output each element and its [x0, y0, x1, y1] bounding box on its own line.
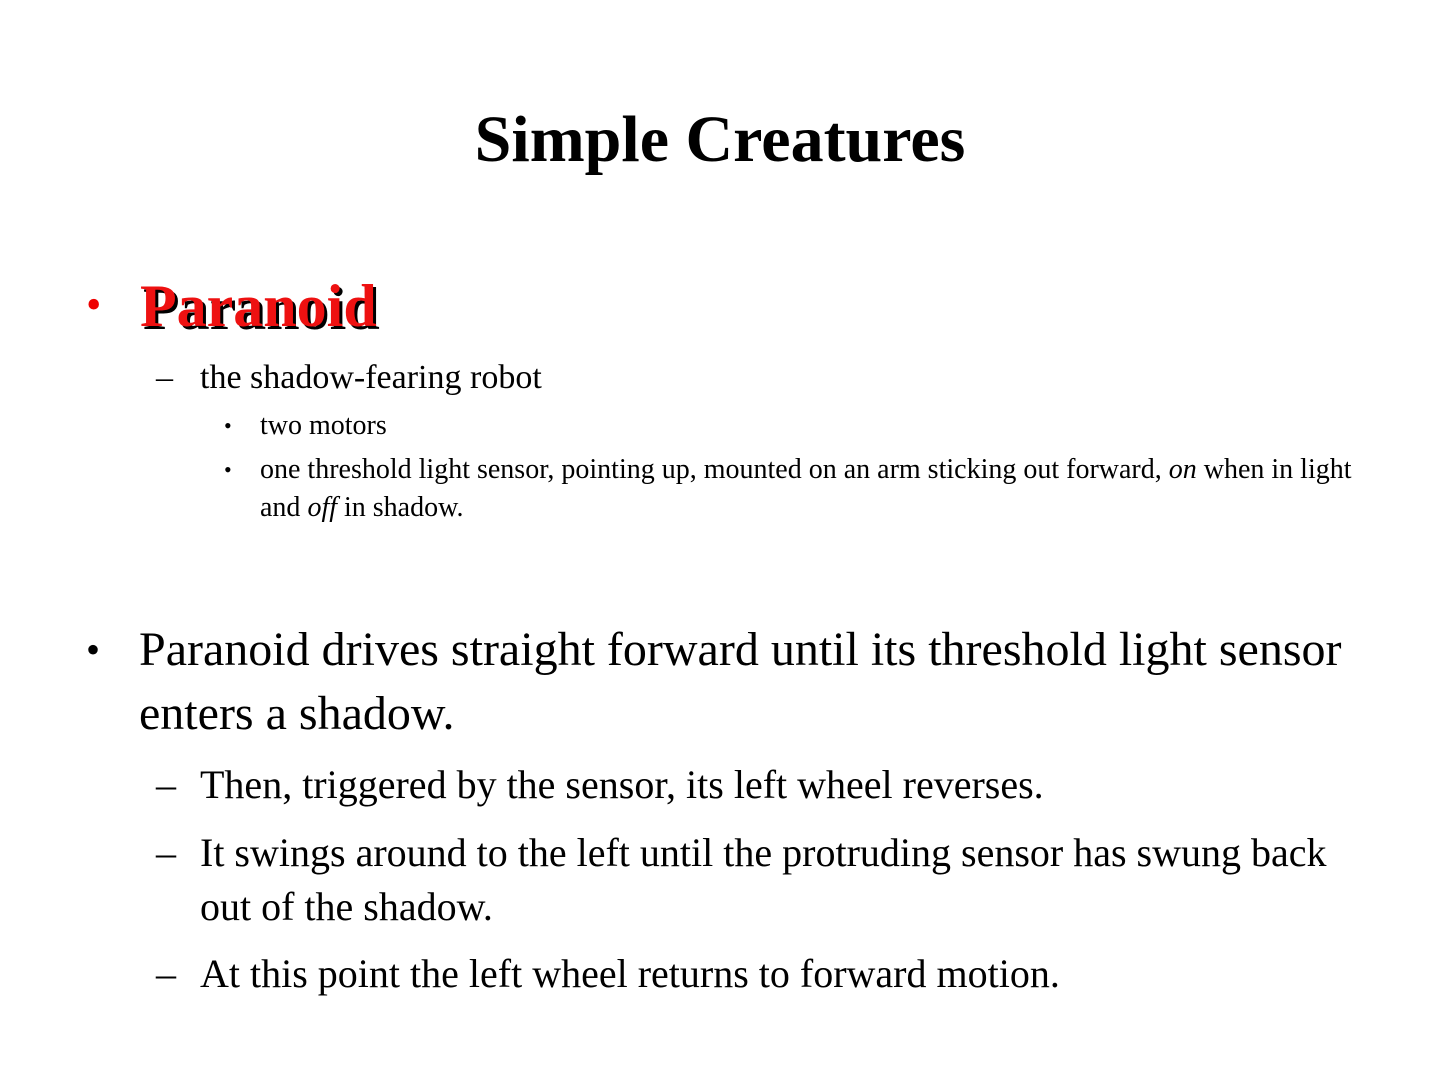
subsubbullet-text	[260, 451, 1380, 527]
subbullet-text: It swings around to the left until the protruding sensor has swung back out of the shadow.	[200, 830, 1327, 929]
bullet-icon: •	[224, 457, 232, 482]
bullet-icon: •	[86, 280, 102, 329]
subsubbullet-text: two motors	[260, 410, 387, 441]
slide-title: Simple Creatures	[474, 103, 966, 176]
dash-icon: –	[156, 762, 176, 807]
dash-icon: –	[156, 359, 173, 396]
heading-text: Paranoid	[140, 273, 377, 339]
dash-icon: –	[156, 830, 176, 875]
subbullet-text: At this point the left wheel returns to forward motion.	[200, 951, 1060, 996]
main-bullet-text: Paranoid drives straight forward until its threshold light sensor enters a shadow.	[139, 623, 1342, 740]
sensor-text-mid: when in light and	[260, 454, 1352, 523]
bullet-icon: •	[86, 627, 101, 672]
dash-icon: –	[156, 951, 176, 996]
on-text: on	[1168, 454, 1197, 485]
off-text: off	[307, 492, 337, 523]
subbullet-text: Then, triggered by the sensor, its left wheel reverses.	[200, 762, 1044, 807]
bullet-icon: •	[224, 413, 232, 438]
subbullet-text: the shadow-fearing robot	[200, 359, 542, 396]
sensor-text-end: in shadow.	[337, 492, 464, 523]
sensor-text-start: one threshold light sensor, pointing up, mounted on an arm sticking out forward,	[260, 454, 1169, 485]
